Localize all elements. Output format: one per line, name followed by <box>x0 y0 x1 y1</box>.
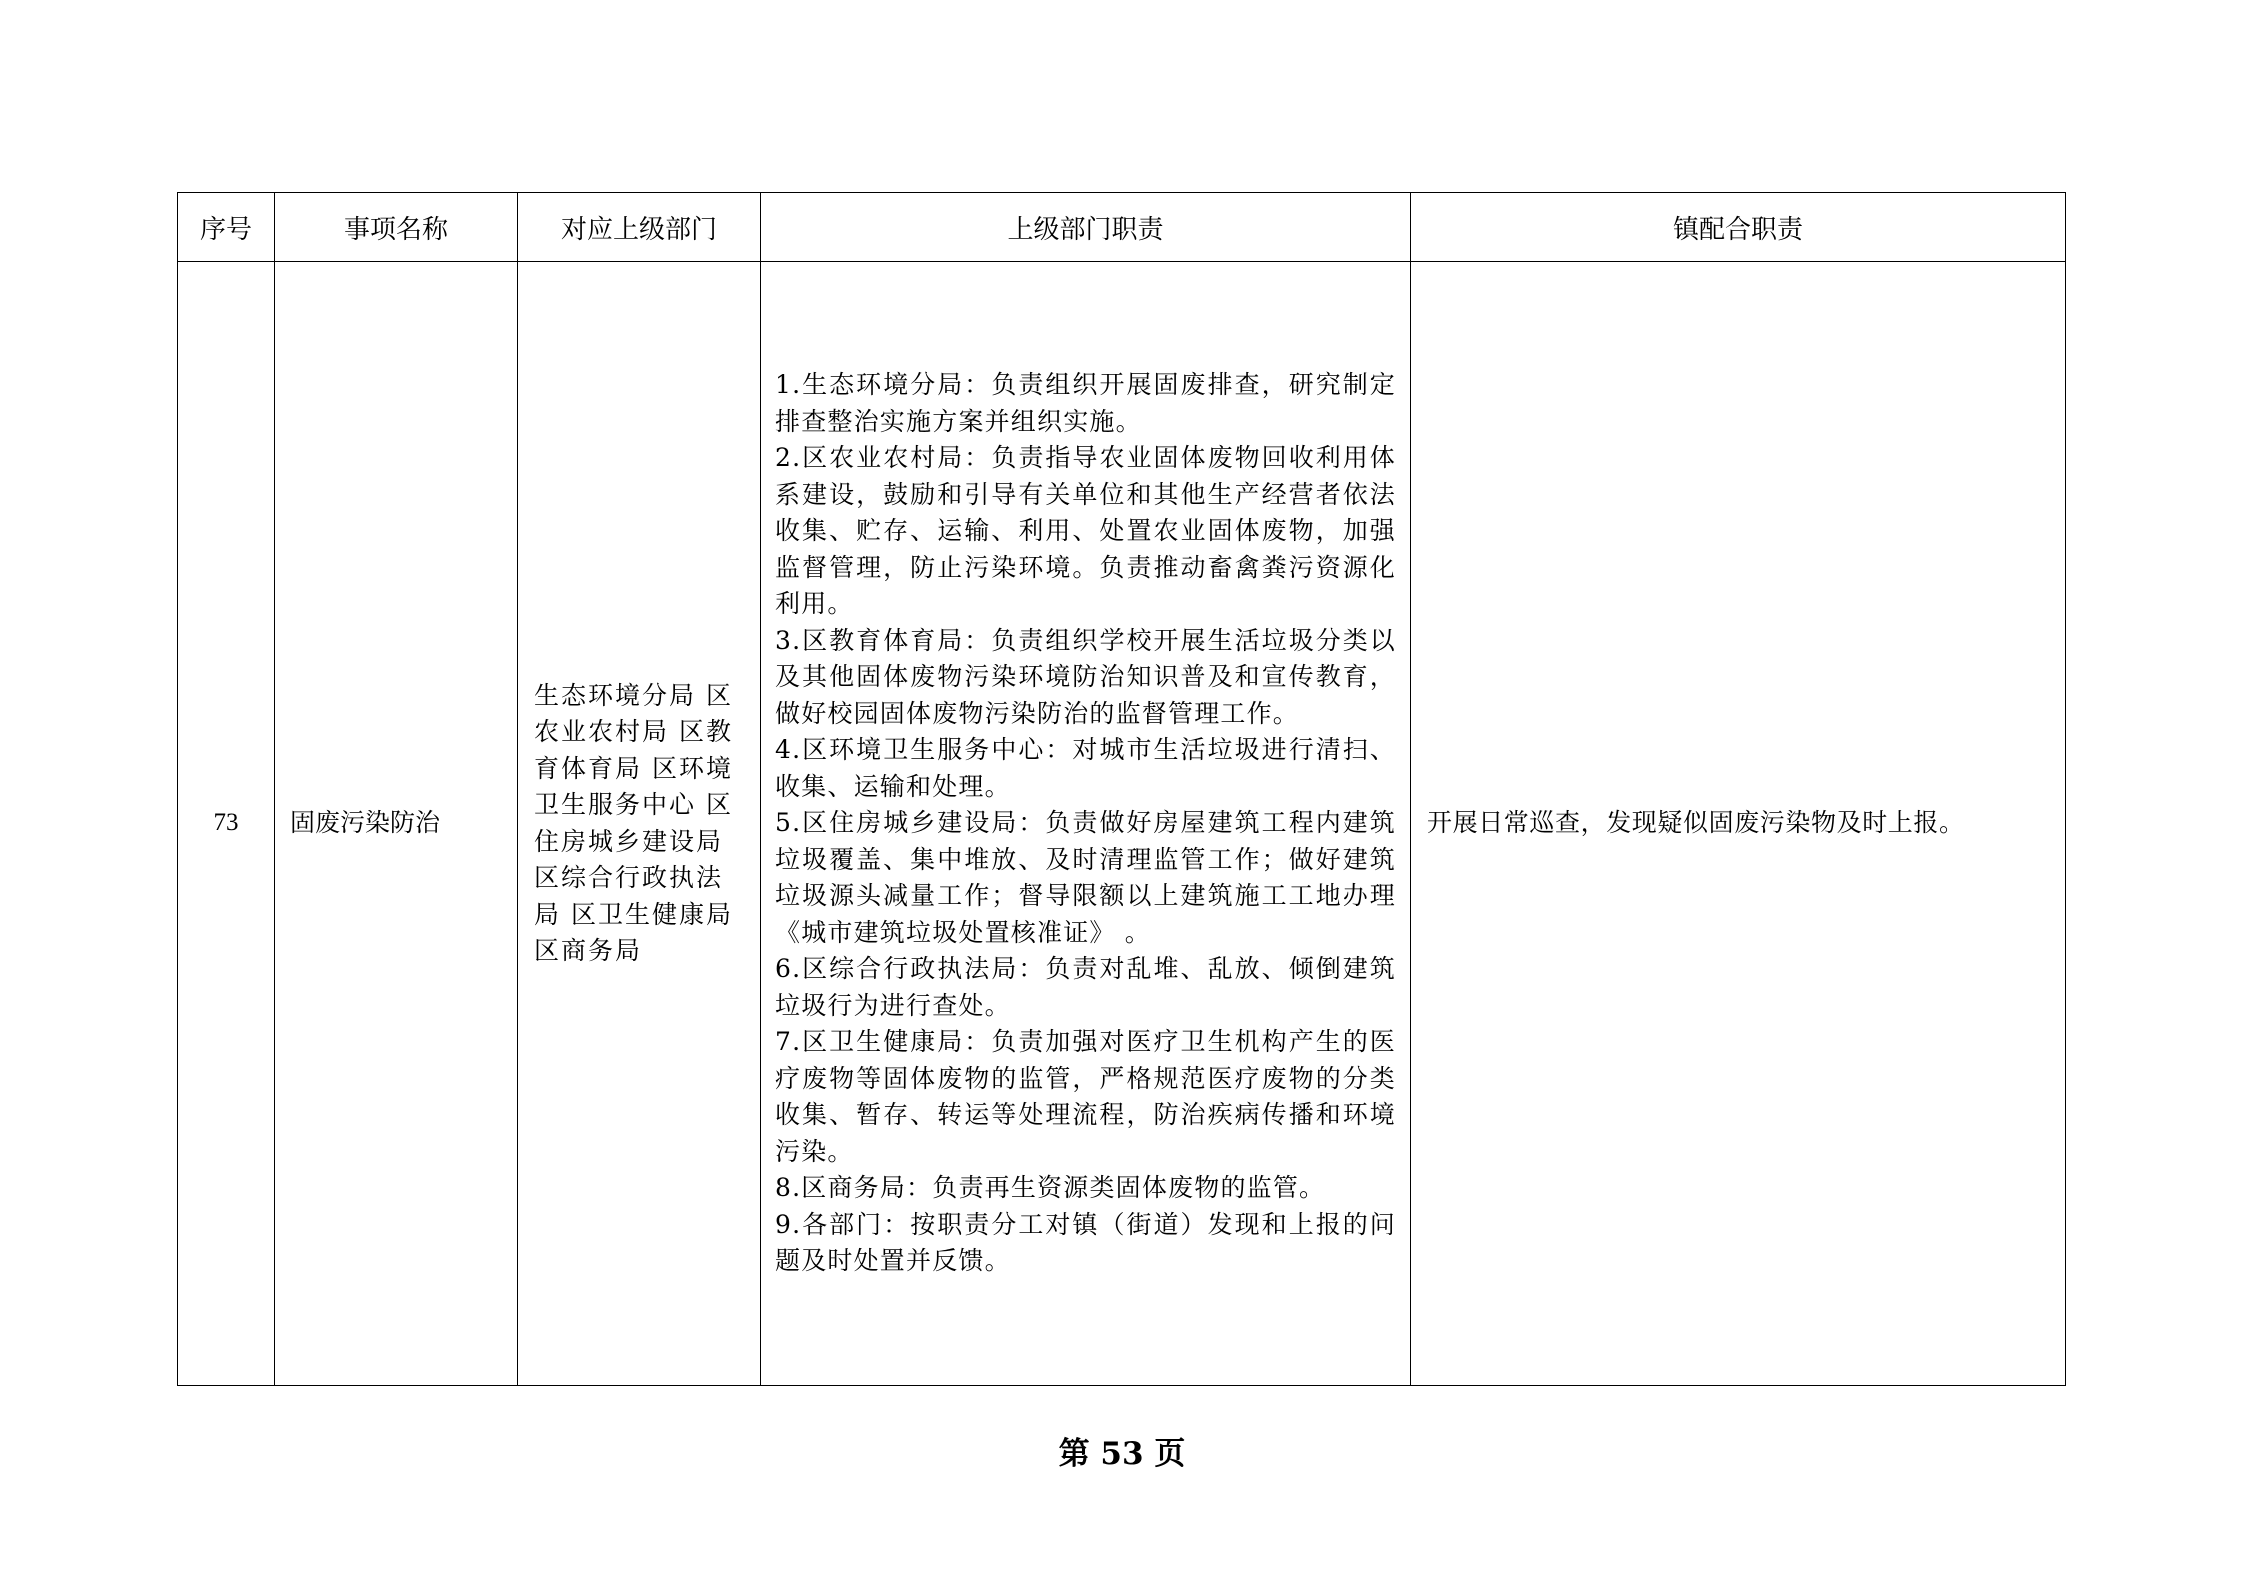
header-item-name: 事项名称 <box>275 193 518 262</box>
duty-item: 6.区综合行政执法局：负责对乱堆、乱放、倾倒建筑垃圾行为进行查处。 <box>775 954 1396 1020</box>
responsibility-table <box>177 192 2066 1386</box>
row-superior-duty <box>761 262 1411 1386</box>
row-number: 73 <box>178 262 275 1386</box>
duty-item: 7.区卫生健康局：负责加强对医疗卫生机构产生的医疗废物等固体废物的监管，严格规范医疗废物的分类收集、暂存、转运等处理流程，防治疾病传播和环境污染。 <box>775 1027 1396 1166</box>
duty-item: 3.区教育体育局：负责组织学校开展生活垃圾分类以及其他固体废物污染环境防治知识普及和宣传教育，做好校园固体废物污染防治的监督管理工作。 <box>775 625 1396 728</box>
header-number: 序号 <box>178 193 275 262</box>
row-town-duty: 开展日常巡查，发现疑似固废污染物及时上报。 <box>1411 262 2066 1386</box>
table-header-row <box>178 193 2066 262</box>
row-superior-dept: 生态环境分局 区农业农村局 区教育体育局 区环境卫生服务中心 区住房城乡建设局 区综合行政执法局 区卫生健康局 区商务局 <box>518 262 761 1386</box>
duty-item: 8.区商务局：负责再生资源类固体废物的监管。 <box>775 1173 1326 1203</box>
header-superior-duty: 上级部门职责 <box>761 193 1411 262</box>
table-row <box>178 262 2066 1386</box>
page-number: 第 53 页 <box>1058 1436 1186 1472</box>
header-superior-dept: 对应上级部门 <box>518 193 761 262</box>
header-town-duty: 镇配合职责 <box>1411 193 2066 262</box>
duty-item: 2.区农业农村局：负责指导农业固体废物回收利用体系建设，鼓励和引导有关单位和其他生产经营者依法收集、贮存、运输、利用、处置农业固体废物，加强监督管理，防止污染环境。负责推动畜禽粪污资源化利用。 <box>775 443 1396 619</box>
duty-item: 1.生态环境分局：负责组织开展固废排查，研究制定排查整治实施方案并组织实施。 <box>775 370 1396 436</box>
duty-item: 4.区环境卫生服务中心：对城市生活垃圾进行清扫、收集、运输和处理。 <box>775 735 1396 801</box>
duty-item: 5.区住房城乡建设局：负责做好房屋建筑工程内建筑垃圾覆盖、集中堆放、及时清理监管工作；做好建筑垃圾源头减量工作；督导限额以上建筑施工工地办理《城市建筑垃圾处置核准证》 。 <box>775 808 1396 947</box>
row-item-name: 固废污染防治 <box>275 262 518 1386</box>
duty-item: 9.各部门：按职责分工对镇（街道）发现和上报的问题及时处置并反馈。 <box>775 1209 1396 1276</box>
